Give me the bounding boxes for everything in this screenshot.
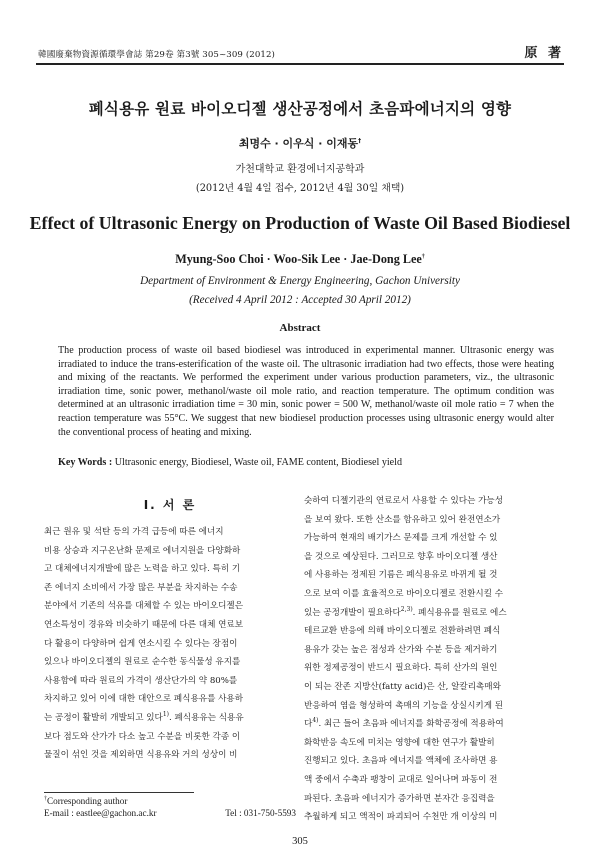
header-rule: [36, 63, 564, 65]
english-dates: (Received 4 April 2012 : Accepted 30 April 2012): [189, 294, 411, 306]
body-right-column: [304, 492, 556, 827]
footnote-rule: [44, 792, 194, 793]
citation: 2,3): [400, 605, 413, 613]
keywords: [58, 457, 554, 468]
keywords-label: Key Words :: [58, 457, 113, 468]
korean-author-names: 최명수 · 이우식 · 이재동: [238, 137, 359, 150]
body-line: 진행되고 있다. 초음파 에너지를 액체에 조사하면 용: [304, 756, 498, 767]
english-author-names: Myung-Soo Choi · Woo-Sik Lee · Jae-Dong Lee: [175, 252, 422, 266]
corresponding-mark: †: [44, 795, 47, 802]
body-line: 에 사용하는 정제된 기름은 폐식용유로 바뀌게 될 것: [304, 570, 498, 581]
body-line-text: . 최근 들어 초음파 에너지를 화학공정에 적용하여: [318, 719, 504, 730]
body-line: 연소특성이 경유와 비슷하기 때문에 다른 대체 연료보: [44, 619, 244, 630]
body-line: 을 것으로 예상된다. 그러므로 향후 바이오디젤 생산: [304, 551, 498, 562]
korean-title: 폐식용유 원료 바이오디젤 생산공정에서 초음파에너지의 영향: [88, 100, 512, 118]
body-line: 차지하고 있어 이에 대한 대안으로 폐식용유를 사용하: [44, 694, 244, 705]
body-line: 이 되는 잔존 지방산(fatty acid)은 산, 알칼리촉매와: [304, 681, 501, 692]
body-line: 추월하게 되고 액적이 파괴되어 수천만 개 이상의 미: [304, 812, 498, 823]
abstract-heading: Abstract: [279, 322, 321, 334]
body-line: 테르교환 반응에 의해 바이오디젤로 전환하려면 폐식: [304, 626, 501, 637]
body-line: 을 보여 왔다. 또한 산소를 함유하고 있어 완전연소가: [304, 514, 501, 525]
body-left-column: [44, 523, 296, 765]
footnote-contact: [44, 807, 296, 819]
footnote-tel: Tel : 031-750-5593: [225, 808, 296, 818]
body-line: 다 활용이 다양하며 쉽게 연소시킬 수 있다는 장점이: [44, 638, 238, 649]
body-line: 물질이 섞인 것을 제외하면 식용유와 거의 성상이 비: [44, 750, 238, 761]
body-line-text: 있는 공정개발이 필요하다: [304, 607, 401, 618]
body-line: 반응하여 염을 형성하여 촉매의 기능을 상실시키게 된: [304, 700, 504, 711]
body-line: 비용 상승과 지구온난화 문제로 에너지원을 다양화하: [44, 545, 241, 556]
body-line-text: . 폐식용유는 식용유: [169, 712, 244, 723]
footnote-corresponding: [44, 795, 296, 807]
korean-authors: [0, 135, 600, 151]
body-line: 화학반응 속도에 미치는 영향에 대한 연구가 활발히: [304, 737, 495, 748]
running-head: 韓國廢棄物資源循環學會誌 第29卷 第3號 305~309 (2012): [38, 50, 276, 60]
korean-affiliation: 가천대학교 환경에너지공학과: [235, 164, 365, 175]
footnote: [44, 795, 296, 819]
body-line: 보다 점도와 산가가 다소 높고 수분을 비롯한 각종 이: [44, 731, 241, 742]
section-heading: I. 서 론: [143, 498, 197, 512]
body-line-text: 다: [304, 719, 313, 730]
english-authors: [0, 252, 600, 267]
corresponding-mark: †: [358, 137, 362, 145]
corresponding-mark: †: [421, 253, 425, 260]
citation: 4): [312, 717, 319, 725]
body-line: 사용함에 따라 원료의 가격이 생산단가의 약 80%를: [44, 675, 238, 686]
body-line: 있으나 바이오디젤의 원료로 순수한 동식물성 유지를: [44, 657, 241, 668]
body-line: 위한 정제공정이 반드시 필요하다. 특히 산가의 원인: [304, 663, 498, 674]
citation: 1): [162, 711, 170, 719]
body-line: [44, 709, 296, 728]
section-tag: 原 著: [524, 46, 564, 61]
body-line-text: 는 공정이 활발히 개발되고 있다: [44, 712, 163, 723]
body-line: 파된다. 초음파 에너지가 증가하면 분자간 응집력을: [304, 793, 495, 804]
body-line: 가능하여 현재의 배기가스 문제를 크게 개선할 수 있: [304, 533, 498, 544]
body-line: 고 대체에너지개발에 많은 노력을 하고 있다. 특히 기: [44, 564, 241, 575]
body-line: 존 에너지 소비에서 가장 많은 부분을 차지하는 수송: [44, 582, 238, 593]
footnote-label: Corresponding author: [47, 796, 128, 806]
korean-dates: (2012년 4월 4일 접수, 2012년 4월 30일 채택): [195, 183, 405, 194]
body-line: 슷하여 디젤기관의 연료로서 사용할 수 있다는 가능성: [304, 496, 504, 506]
keywords-text: Ultrasonic energy, Biodiesel, Waste oil, FAME content, Biodiesel yield: [112, 457, 403, 468]
body-line: 용유가 갖는 높은 점성과 산가와 수분 등을 제거하기: [304, 644, 498, 655]
abstract-text: The production process of waste oil based biodiesel was introduced in experimental manner. Ultrasonic energy was irradiated to induce the trans-esterification of the waste oil. The ultrasonic irradiation had two effects, those were heating and mixing of the reactants. We performed the experiment under various production parameters, viz., the ultrasonic irradiation time, sonic power, methanol/waste oil mole ratio, and reaction temperature. The optimum condition was determined at an ultrasonic irradiation time = 30 min, sonic power = 500 W, methanol/waste oil mole ratio = 7 when the reaction temperature was 55°C. We suggest that new biodiesel production processes using ultrasonic energy would alter the conventional process of heating and mixing.: [58, 345, 554, 438]
body-line: 액 중에서 수축과 팽창이 교대로 일어나며 파동이 전: [304, 774, 498, 785]
body-line: [304, 715, 556, 734]
english-affiliation: Department of Environment & Energy Engineering, Gachon University: [140, 275, 460, 287]
body-line-text: . 폐식용유를 원료로 에스: [412, 607, 507, 618]
body-line: 으로 보여 이를 효율적으로 바이오디젤로 전환시킬 수: [304, 588, 504, 599]
body-line: 최근 원유 및 석탄 등의 가격 급등에 따른 에너지: [44, 527, 224, 537]
page-number: 305: [292, 836, 308, 847]
body-line: 분야에서 기존의 석유를 대체할 수 있는 바이오디젤은: [44, 601, 244, 612]
english-title: Effect of Ultrasonic Energy on Production of Waste Oil Based Biodiesel: [29, 213, 571, 233]
footnote-email: E-mail : eastlee@gachon.ac.kr: [44, 808, 157, 818]
body-line: [304, 604, 556, 623]
